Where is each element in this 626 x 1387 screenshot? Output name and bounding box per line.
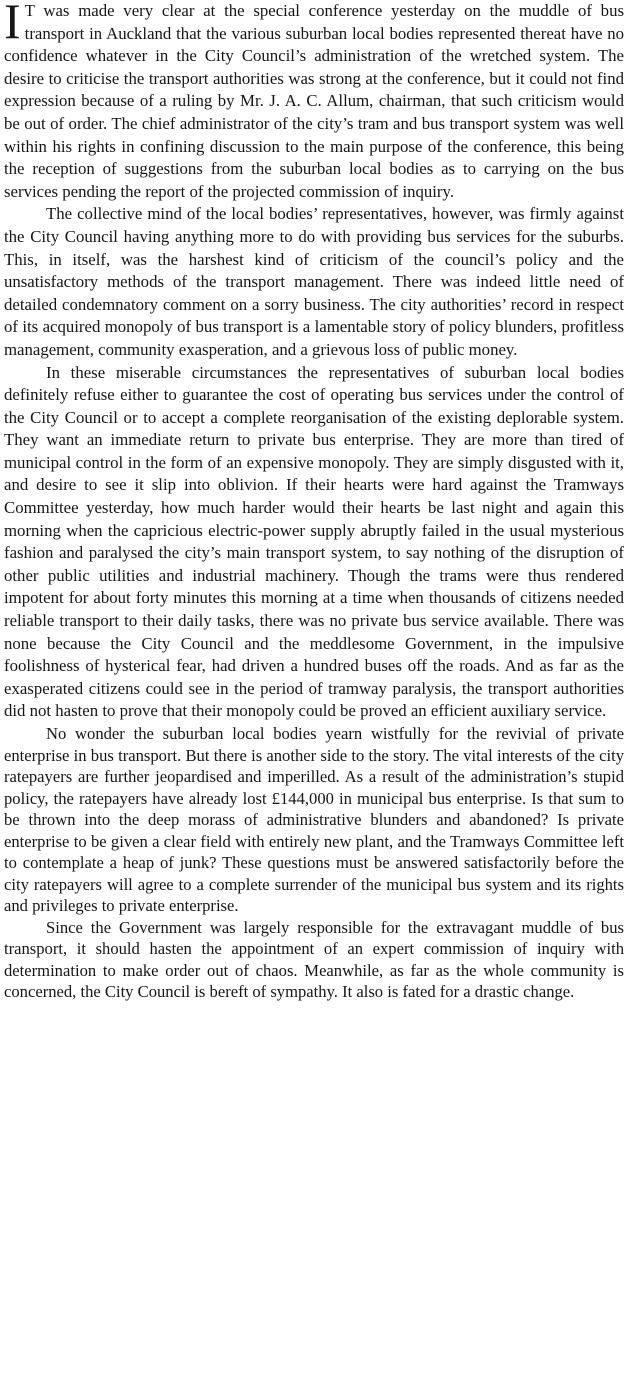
paragraph-2: The collective mind of the local bodies’ representatives, however, was firmly against the City Council having anything more to do with providing bus services for the suburbs. This, in itself, was the harshest kind of criticism of the council’s policy and the unsatisfactory methods of the transport management. There was indeed little need of detailed condemnatory comment on a sorry business. The city authorities’ record in respect of its acquired monopoly of bus transport is a lamentable story of policy blunders, profitless management, community exasperation, and a grievous loss of public money.: [4, 204, 624, 359]
drop-cap: I: [4, 0, 21, 49]
paragraph-3: In these miserable circumstances the representatives of suburban local bodies definitely refuse either to guarantee the cost of operating bus services under the control of the City Council or to accept a complete reorganisation of the existing deplorable system. They want an immediate return to private bus enterprise. They are more than tired of municipal control in the form of an expensive monopoly. They are simply disgusted with it, and desire to see it slip into oblivion. If their hearts were hard against the Tramways Committee yesterday, how much harder would their hearts be last night and again this morning when the capricious electric-power supply abruptly failed in the usual mysterious fashion and paralysed the city’s main transport system, to say nothing of the disruption of other public utilities and industrial machinery. Though the trams were thus rendered impotent for about forty minutes this morning at a time when thousands of citizens needed reliable transport to their daily tasks, there was no private bus service available. There was none because the City Council and the meddlesome Government, in the impulsive foolishness of hysterical fear, had driven a hundred buses off the roads. And as far as the exasperated citizens could see in the period of tramway paralysis, the transport authorities did not hasten to prove that their monopoly could be proved an efficient auxiliary service.: [4, 362, 624, 721]
paragraph-1-text: T was made very clear at the special conference yesterday on the muddle of bus transport in Auckland that the various suburban local bodies represented thereat have no confidence whatever in the City Council’s administration of the wretched system. The desire to criticise the transport authorities was strong at the conference, but it could not find expression because of a ruling by Mr. J. A. C. Allum, chairman, that such criticism would be out of order. The chief administrator of the city’s tram and bus transport system was well within his rights in confining discussion to the main purpose of the conference, this being the reception of suggestions from the suburban local bodies as to carrying on the bus services pending the report of the projected commission of inquiry.: [4, 1, 624, 201]
editorial-article: [4, 0, 624, 1003]
paragraph-1: [4, 0, 624, 203]
paragraph-5: Since the Government was largely responsible for the extravagant muddle of bus transport, it should hasten the appointment of an expert commission of inquiry with determination to make order out of chaos. Meanwhile, as far as the whole community is concerned, the City Council is bereft of sympathy. It also is fated for a drastic change.: [4, 917, 624, 1001]
paragraph-4: No wonder the suburban local bodies yearn wistfully for the revivial of private enterprise in bus transport. But there is another side to the story. The vital interests of the city ratepayers are further jeopardised and imperilled. As a result of the administration’s stupid policy, the ratepayers have already lost £144,000 in municipal bus enterprise. Is that sum to be thrown into the deep morass of administrative blunders and abandoned? Is private enterprise to be given a clear field with entirely new plant, and the Tramways Committee left to contemplate a heap of junk? These questions must be answered satisfactorily before the city ratepayers will agree to a complete surrender of the municipal bus system and its rights and privileges to private enterprise.: [4, 724, 624, 915]
